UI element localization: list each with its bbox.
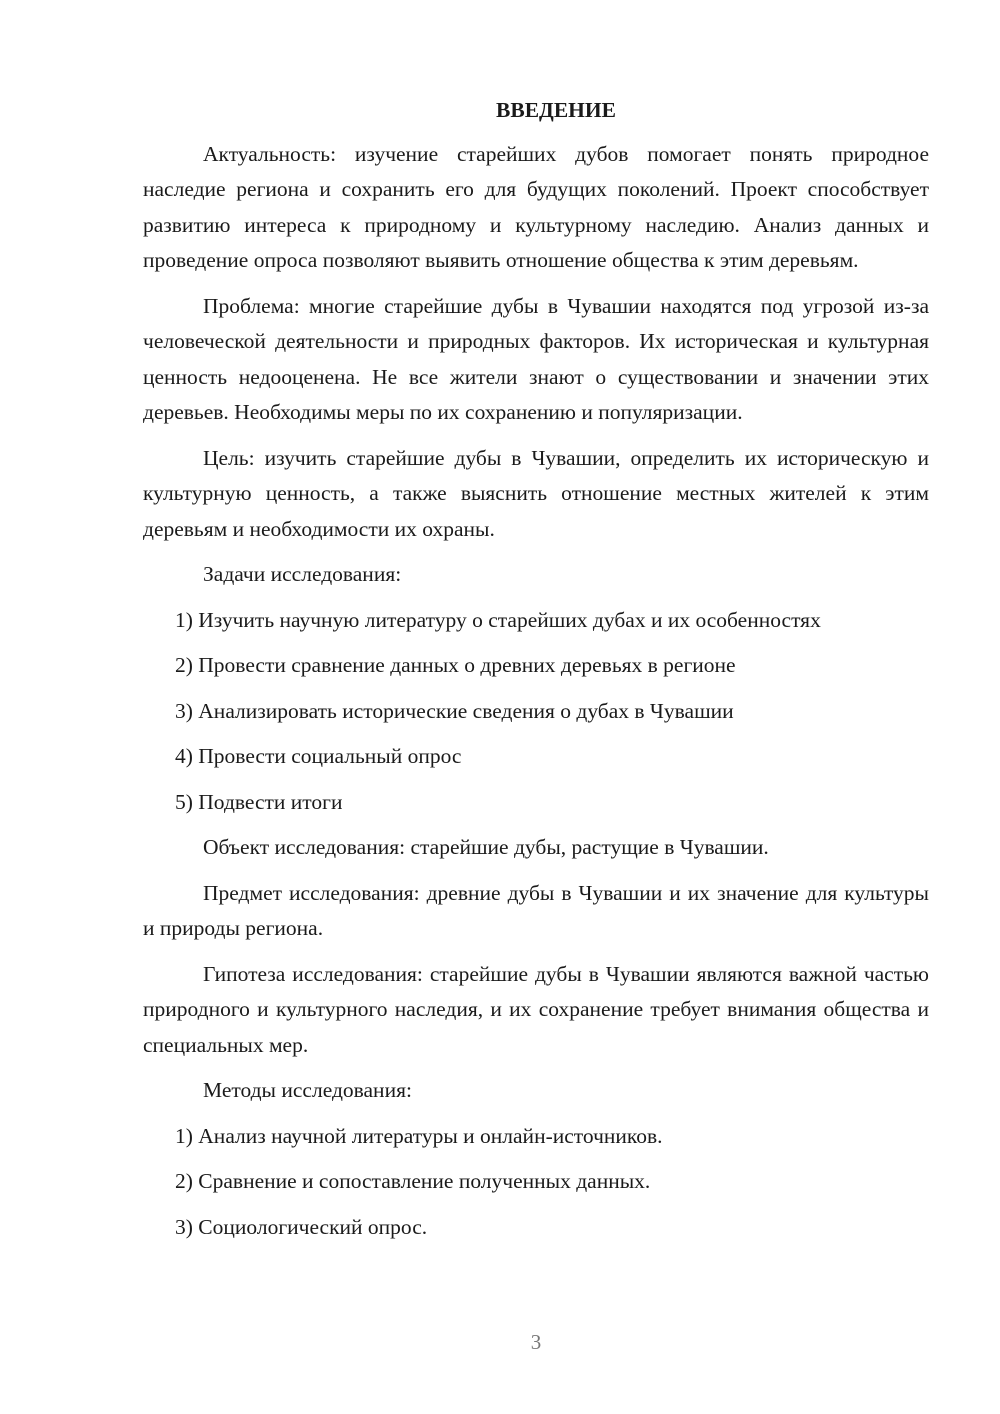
subject-paragraph: Предмет исследования: древние дубы в Чувашии и их значение для культуры и природы региона. [143,880,929,940]
methods-list [143,1119,929,1246]
tasks-label: Задачи исследования: [203,562,402,586]
object-paragraph: Объект исследования: старейшие дубы, растущие в Чувашии. [203,835,769,859]
page-number: 3 [530,1330,542,1354]
section-heading: ВВЕДЕНИЕ [496,98,616,122]
list-item: 2) Провести сравнение данных о древних деревьях в регионе [175,653,736,677]
list-item: 4) Провести социальный опрос [175,744,462,768]
list-item: 5) Подвести итоги [175,789,343,814]
goal-paragraph: Цель: изучить старейшие дубы в Чувашии, определить их историческую и культурную ценность, а также выяснить отношение местных жителей к этим деревьям и необходимости их охраны. [143,445,929,541]
list-item: 1) Анализ научной литературы и онлайн-источников. [175,1123,663,1148]
list-item: 1) Изучить научную литературу о старейших дубах и их особенностях [175,607,821,632]
document-page [143,93,929,1255]
list-item: 3) Анализировать исторические сведения о дубах в Чувашии [175,698,734,723]
list-item: 2) Сравнение и сопоставление полученных данных. [175,1169,651,1193]
methods-label: Методы исследования: [203,1078,412,1102]
problem-paragraph: Проблема: многие старейшие дубы в Чувашии находятся под угрозой из-за человеческой деятельности и природных факторов. Их историческая и культурная ценность недооценена. Не все жители знают о существовании и значении этих деревьев. Необходимы меры по их сохранению и популяризации. [143,293,929,424]
relevance-paragraph: Актуальность: изучение старейших дубов помогает понять природное наследие региона и сохранить его для будущих поколений. Проект способствует развитию интереса к природному и культурному наследию. Анализ данных и проведение опроса позволяют выявить отношение общества к этим деревьям. [143,141,929,272]
hypothesis-paragraph: Гипотеза исследования: старейшие дубы в Чувашии являются важной частью природного и культурного наследия, и их сохранение требует внимания общества и специальных мер. [143,961,929,1057]
tasks-list [143,603,929,821]
list-item: 3) Социологический опрос. [175,1214,428,1239]
